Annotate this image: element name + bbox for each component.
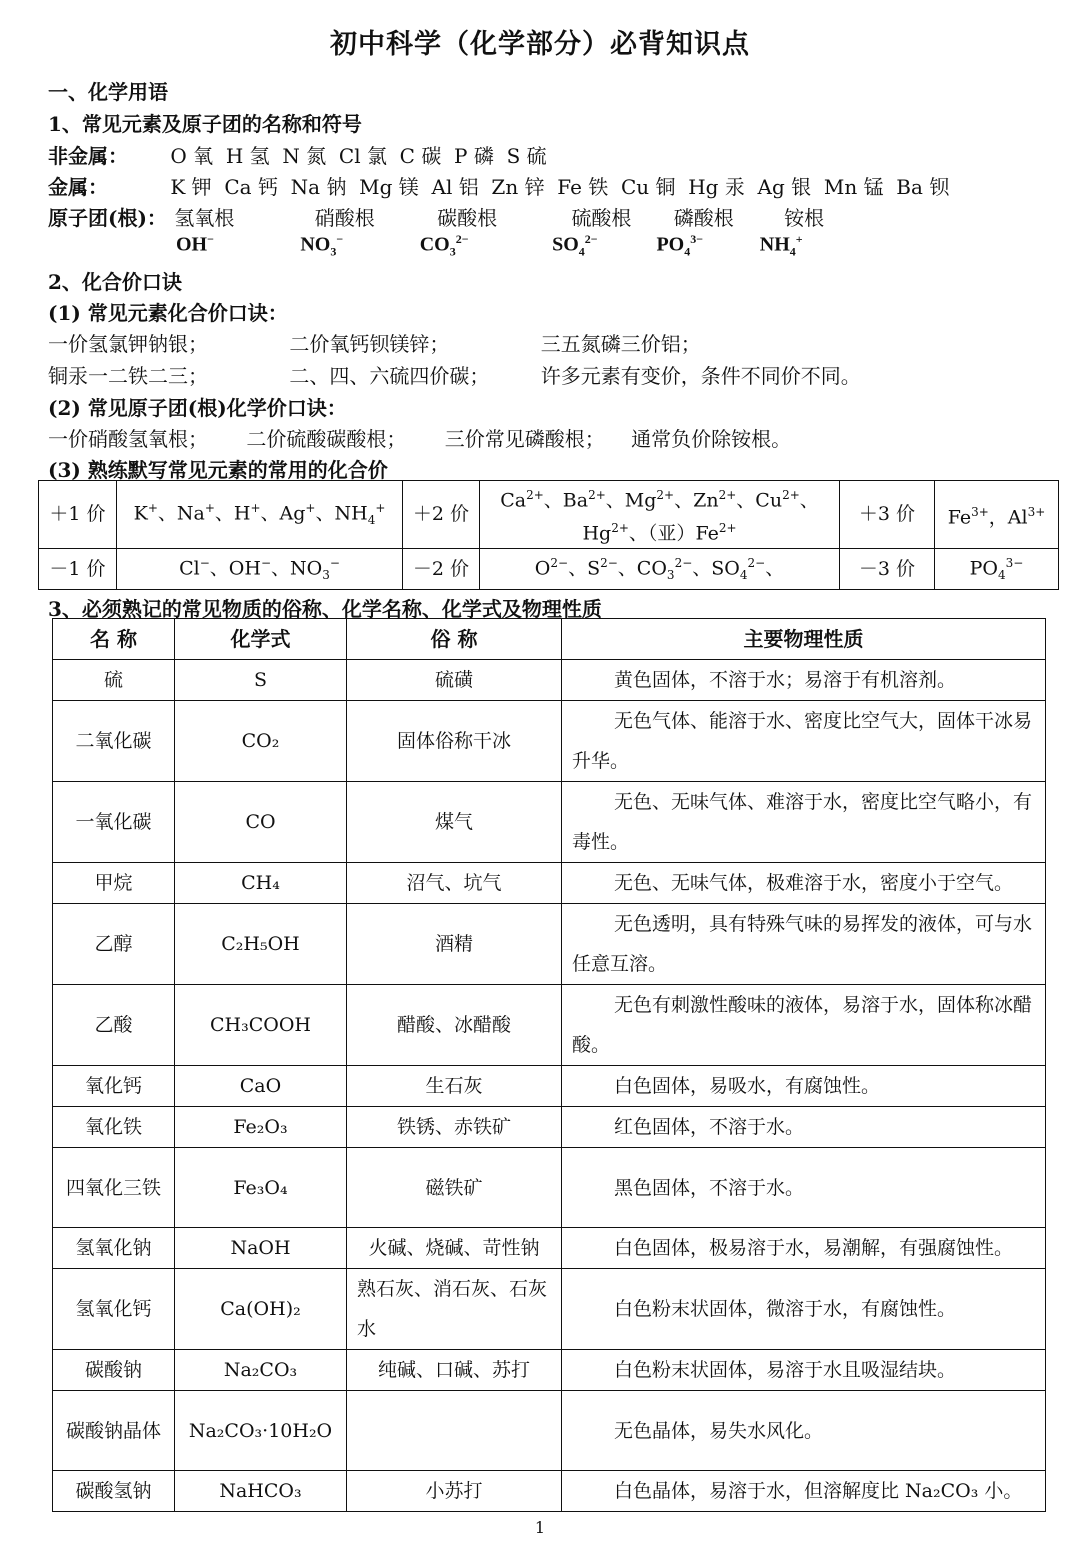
rhyme-line-3 <box>48 423 791 452</box>
substance-properties: 无色气体、能溶于水、密度比空气大，固体干冰易升华。 <box>562 701 1046 782</box>
substance-common-name: 固体俗称干冰 <box>347 701 562 782</box>
substance-common-name: 硫磺 <box>347 660 562 701</box>
substance-properties: 无色、无味气体、难溶于水，密度比空气略小，有毒性。 <box>562 782 1046 863</box>
page-title: 初中科学（化学部分）必背知识点 <box>330 29 750 60</box>
substance-properties: 白色晶体，易溶于水，但溶解度比 Na₂CO₃ 小。 <box>562 1471 1046 1512</box>
valence-ions: $Fe^{3+}$，$Al^{3+}$ <box>935 481 1059 549</box>
column-header: 主要物理性质 <box>562 619 1046 660</box>
radical-formula: $CO_3^{2-}$ <box>419 232 469 259</box>
substance-name: 氢氧化钠 <box>53 1228 175 1269</box>
column-header: 俗 称 <box>347 619 562 660</box>
substance-common-name: 生石灰 <box>347 1066 562 1107</box>
substance-formula: NaOH <box>175 1228 347 1269</box>
radical-name: 硝酸根 <box>314 206 375 230</box>
radical-name: 铵根 <box>784 206 825 230</box>
substance-common-name: 醋酸、冰醋酸 <box>347 985 562 1066</box>
substance-properties: 白色固体，极易溶于水，易潮解，有强腐蚀性。 <box>562 1228 1046 1269</box>
radical-name: 磷酸根 <box>673 206 734 230</box>
subsection-heading-3: 3、必须熟记的常见物质的俗称、化学名称、化学式及物理性质 <box>48 597 602 621</box>
rhyme-text: 一价硝酸氢氧根； <box>48 427 208 451</box>
valence-ions: $PO_4^{3-}$ <box>935 548 1059 589</box>
radical-formula: $NH_4^+$ <box>759 232 803 259</box>
substance-name: 碳酸钠 <box>53 1350 175 1391</box>
rhyme-text: 一价氢氯钾钠银； <box>48 332 208 356</box>
rhyme-text: 三价常见磷酸根； <box>444 427 605 451</box>
radical-formula: $SO_4^{2-}$ <box>552 232 598 259</box>
column-header: 化学式 <box>175 619 347 660</box>
substance-name: 碳酸氢钠 <box>53 1471 175 1512</box>
substance-common-name: 纯碱、口碱、苏打 <box>347 1350 562 1391</box>
valence-label: －3 价 <box>840 548 935 589</box>
valence-ions: $Ca^{2+}$、$Ba^{2+}$、$Mg^{2+}$、$Zn^{2+}$、$Cu^{2+}$、 $Hg^{2+}$、（亚）$Fe^{2+}$ <box>480 481 840 549</box>
valence-ions: $O^{2-}$、$S^{2-}$、$CO_3^{2-}$、$SO_4^{2-}$、 <box>480 548 840 589</box>
substance-common-name: 熟石灰、消石灰、石灰水 <box>347 1269 562 1350</box>
radical-name: 硫酸根 <box>571 206 632 230</box>
substance-formula: NaHCO₃ <box>175 1471 347 1512</box>
substance-formula: CO₂ <box>175 701 347 782</box>
nonmetal-label: 非金属： <box>48 144 128 168</box>
substance-common-name: 磁铁矿 <box>347 1148 562 1228</box>
substance-common-name: 煤气 <box>347 782 562 863</box>
nonmetal-row <box>48 140 547 169</box>
substance-properties: 白色粉末状固体，微溶于水，有腐蚀性。 <box>562 1269 1046 1350</box>
substance-properties: 白色粉末状固体，易溶于水且吸湿结块。 <box>562 1350 1046 1391</box>
section-heading-1: 一、化学用语 <box>48 80 168 104</box>
subsection-heading-1: 1、常见元素及原子团的名称和符号 <box>48 112 362 136</box>
substance-name: 甲烷 <box>53 863 175 904</box>
valence-label: ＋2 价 <box>403 481 480 549</box>
substance-properties: 无色晶体，易失水风化。 <box>562 1391 1046 1471</box>
rhyme-text: 通常负价除铵根。 <box>631 427 792 451</box>
rhyme-text: 三五氮磷三价铝； <box>540 332 701 356</box>
substance-properties: 白色固体，易吸水，有腐蚀性。 <box>562 1066 1046 1107</box>
metal-row <box>48 171 949 200</box>
valence-label: ＋1 价 <box>39 481 117 549</box>
substance-name: 氧化钙 <box>53 1066 175 1107</box>
substance-name: 氢氧化钙 <box>53 1269 175 1350</box>
rhyme-text: 二价硫酸碳酸根； <box>246 427 407 451</box>
rhyme-text: 铜汞一二铁二三； <box>48 364 208 388</box>
substance-formula: CH₃COOH <box>175 985 347 1066</box>
substance-properties: 红色固体，不溶于水。 <box>562 1107 1046 1148</box>
substance-formula: Na₂CO₃·10H₂O <box>175 1391 347 1471</box>
substance-formula: C₂H₅OH <box>175 904 347 985</box>
radical-formula-row <box>176 232 803 260</box>
substance-common-name: 沼气、坑气 <box>347 863 562 904</box>
rhyme-text: 二、四、六硫四价碳； <box>289 364 490 388</box>
substance-formula: Ca(OH)₂ <box>175 1269 347 1350</box>
column-header: 名 称 <box>53 619 175 660</box>
substance-name: 四氧化三铁 <box>53 1148 175 1228</box>
substance-table <box>52 618 1046 1512</box>
metal-items: K 钾 Ca 钙 Na 钠 Mg 镁 Al 铝 Zn 锌 Fe 铁 Cu 铜 Hg 汞 Ag 银 Mn 锰 Ba 钡 <box>170 175 950 199</box>
valence-ions: K+、Na+、H+、Ag+、$NH_4^+$ <box>117 481 403 549</box>
valence-label: ＋3 价 <box>840 481 935 549</box>
radical-label: 原子团(根)： <box>48 206 167 230</box>
substance-formula: CO <box>175 782 347 863</box>
rhyme-line-1 <box>48 328 701 357</box>
substance-name: 一氧化碳 <box>53 782 175 863</box>
substance-formula: Fe₃O₄ <box>175 1148 347 1228</box>
substance-name: 二氧化碳 <box>53 701 175 782</box>
radical-name: 碳酸根 <box>437 206 498 230</box>
substance-properties: 无色透明，具有特殊气味的易挥发的液体，可与水任意互溶。 <box>562 904 1046 985</box>
radical-name-row <box>48 202 824 231</box>
substance-name: 乙醇 <box>53 904 175 985</box>
rhyme-text: 二价氧钙钡镁锌； <box>289 332 450 356</box>
valence-label: －1 价 <box>39 548 117 589</box>
substance-properties: 无色有刺激性酸味的液体，易溶于水，固体称冰醋酸。 <box>562 985 1046 1066</box>
substance-common-name: 铁锈、赤铁矿 <box>347 1107 562 1148</box>
substance-properties: 黑色固体，不溶于水。 <box>562 1148 1046 1228</box>
substance-formula: Fe₂O₃ <box>175 1107 347 1148</box>
substance-formula: CaO <box>175 1066 347 1107</box>
substance-name: 硫 <box>53 660 175 701</box>
metal-label: 金属： <box>48 175 108 199</box>
radical-formula: $PO_4^{3-}$ <box>656 232 704 259</box>
nonmetal-items: O 氧 H 氢 N 氮 Cl 氯 C 碳 P 磷 S 硫 <box>170 144 547 168</box>
substance-common-name: 酒精 <box>347 904 562 985</box>
substance-formula: CH₄ <box>175 863 347 904</box>
rhyme-line-2 <box>48 360 861 389</box>
substance-common-name <box>347 1391 562 1471</box>
substance-properties: 无色、无味气体，极难溶于水，密度小于空气。 <box>562 863 1046 904</box>
substance-properties: 黄色固体，不溶于水；易溶于有机溶剂。 <box>562 660 1046 701</box>
substance-name: 乙酸 <box>53 985 175 1066</box>
subsection-heading-2-2: (2) 常见原子团(根)化学价口诀： <box>48 396 347 420</box>
valence-ions: Cl−、OH−、$NO_3^-$ <box>117 548 403 589</box>
valence-label: －2 价 <box>403 548 480 589</box>
substance-common-name: 火碱、烧碱、苛性钠 <box>347 1228 562 1269</box>
substance-formula: Na₂CO₃ <box>175 1350 347 1391</box>
valence-table <box>38 480 1059 590</box>
page-number: 1 <box>534 1518 546 1537</box>
substance-formula: S <box>175 660 347 701</box>
radical-name: 氢氧根 <box>174 206 235 230</box>
radical-formula: OH− <box>176 232 214 256</box>
radical-formula: $NO_3^-$ <box>300 232 344 259</box>
rhyme-text: 许多元素有变价，条件不同价不同。 <box>540 364 861 388</box>
substance-name: 碳酸钠晶体 <box>53 1391 175 1471</box>
subsection-heading-2-1: (1) 常见元素化合价口诀： <box>48 301 288 325</box>
subsection-heading-2-3: (3) 熟练默写常见元素的常用的化合价 <box>48 458 388 482</box>
subsection-heading-2: 2、化合价口诀 <box>48 270 182 294</box>
substance-name: 氧化铁 <box>53 1107 175 1148</box>
substance-common-name: 小苏打 <box>347 1471 562 1512</box>
